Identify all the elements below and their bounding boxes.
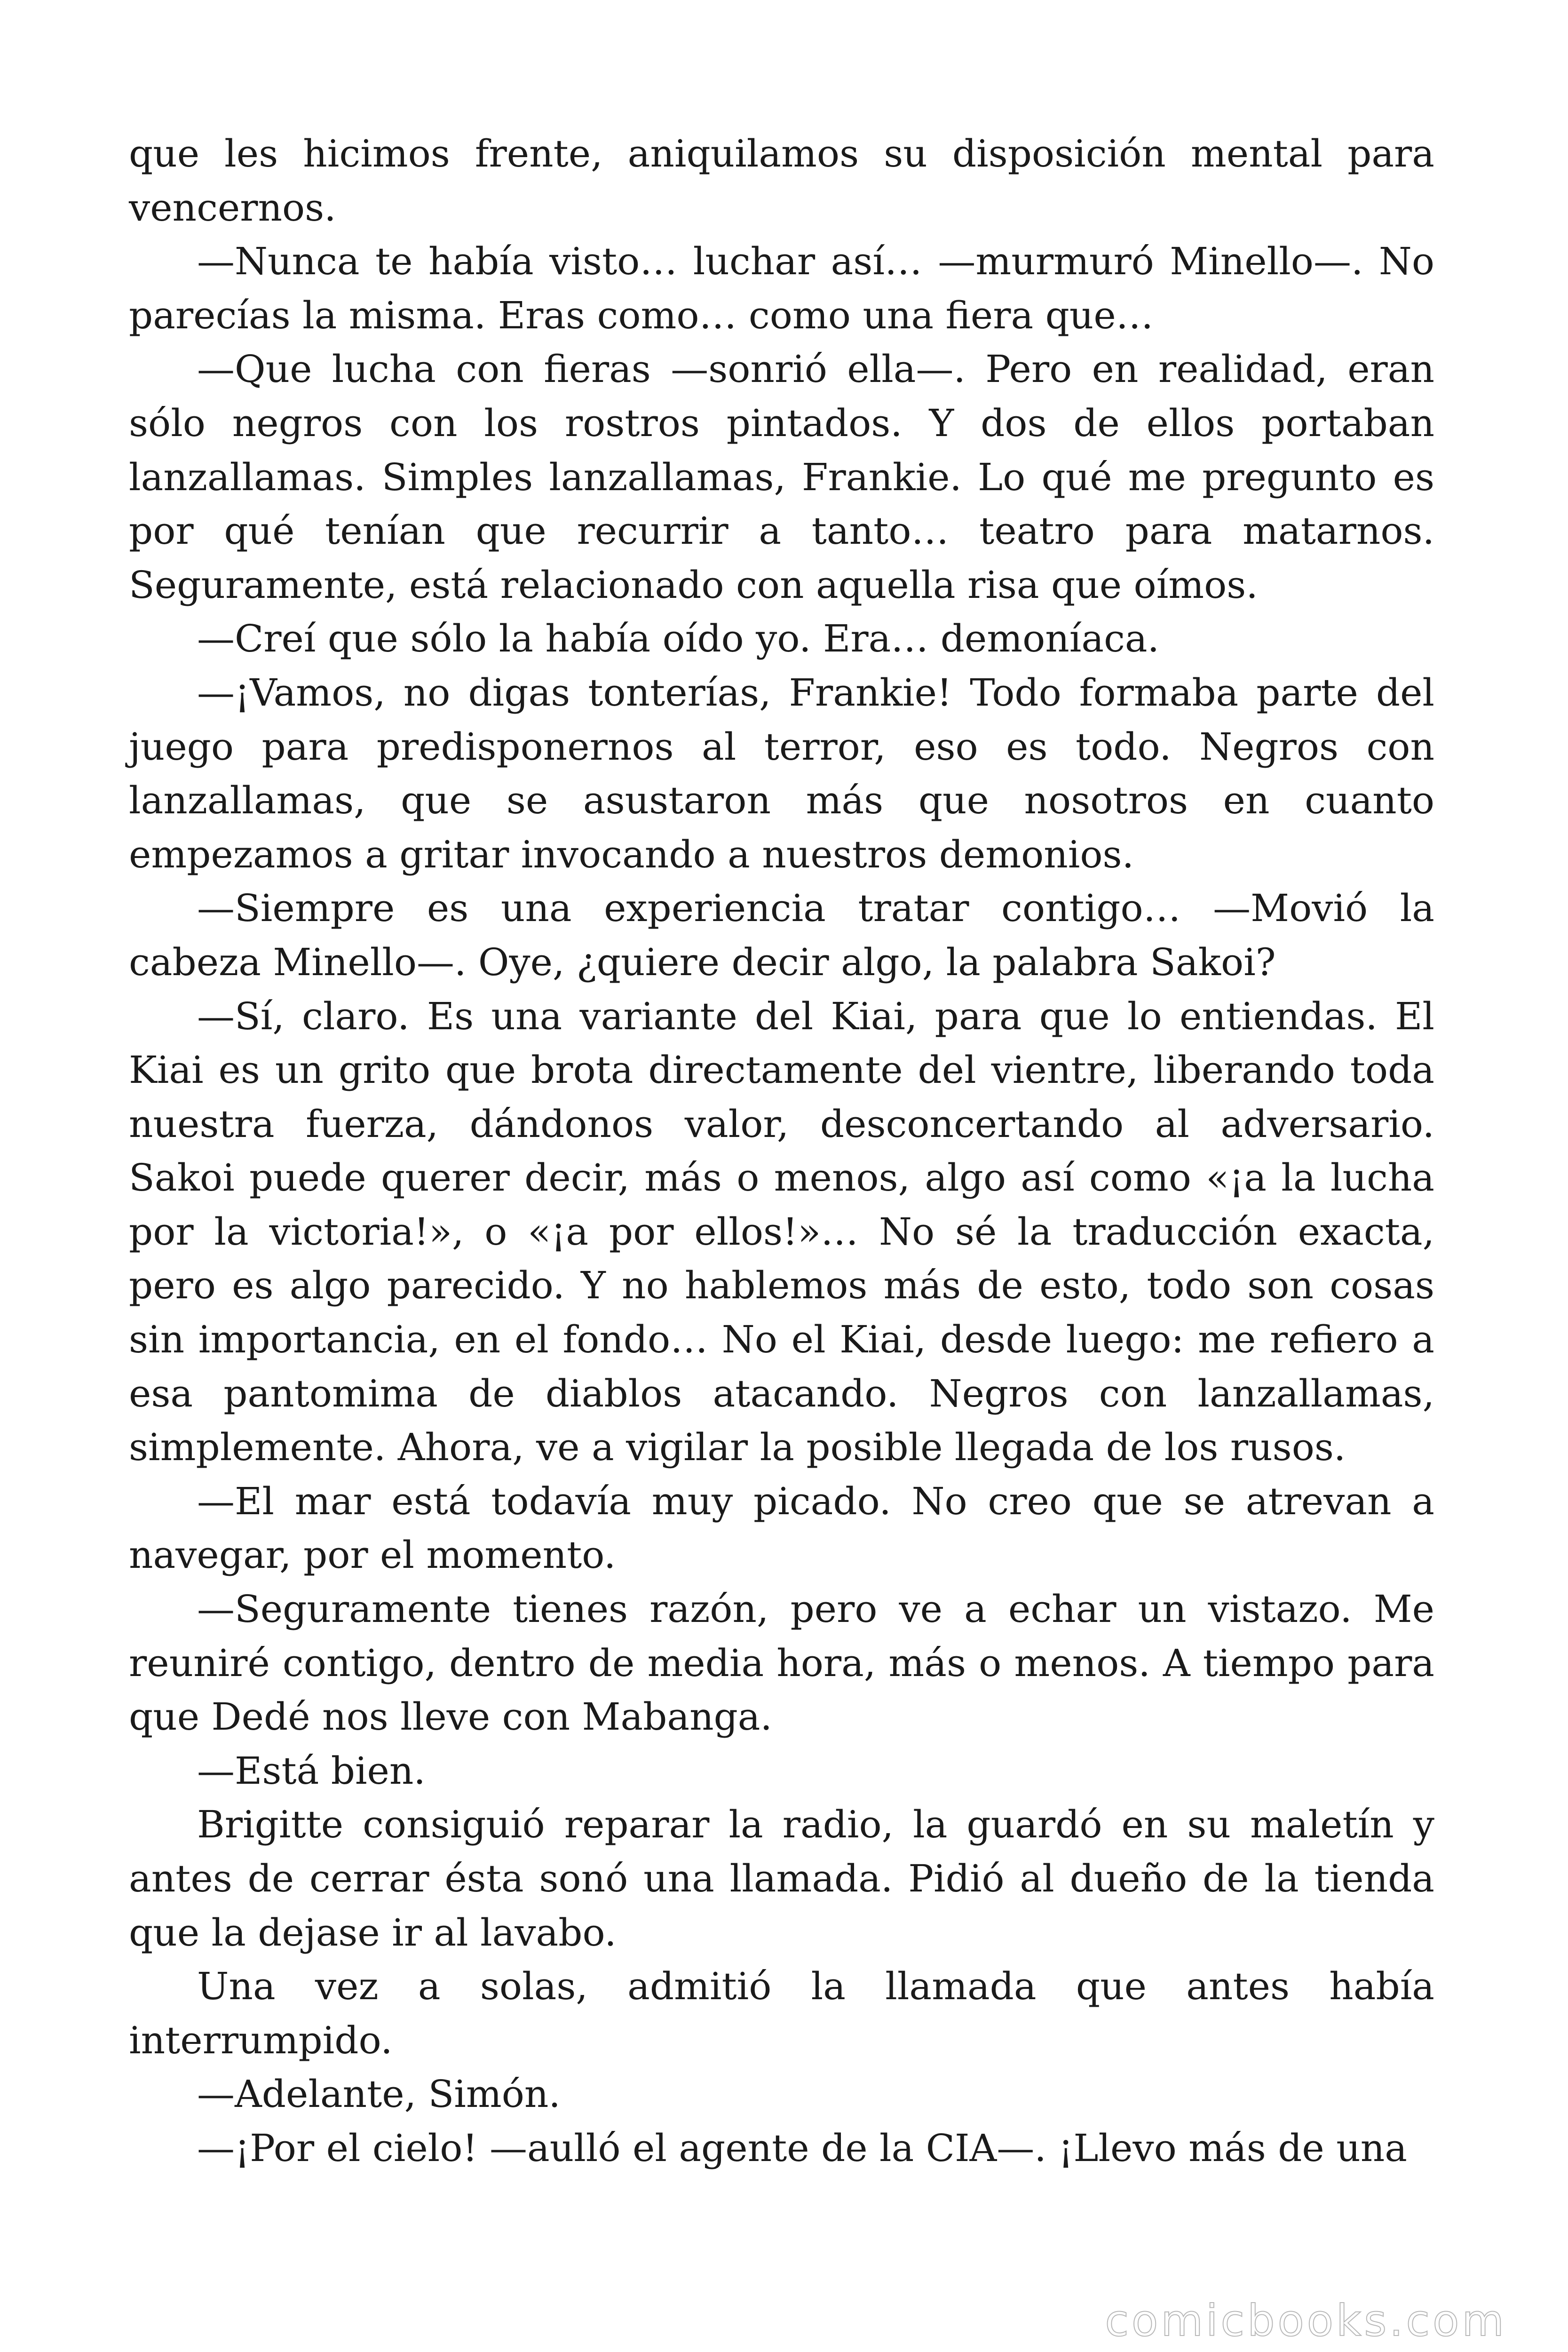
paragraph-14: —¡Por el cielo! —aulló el agente de la CIA—. ¡Llevo más de una: [197, 2126, 1407, 2170]
paragraph-11: Brigitte consiguió reparar la radio, la guardó en su maletín y antes de cerrar ésta sonó una llamada. Pidió al dueño de la tienda que la dejase ir al lavabo.: [129, 1803, 1434, 1955]
paragraph-12: Una vez a solas, admitió la llamada que antes había interrumpido.: [129, 1964, 1434, 2062]
paragraph-3: —Que lucha con fieras —sonrió ella—. Pero en realidad, eran sólo negros con los rostros pintados. Y dos de ellos portaban lanzallamas. Simples lanzallamas, Frankie. Lo qué me pregunto es por qué tenían que recurrir a tanto… teatro para matarnos. Seguramente, está relacionado con aquella risa que oímos.: [129, 347, 1434, 607]
paragraph-7: —Sí, claro. Es una variante del Kiai, para que lo entiendas. El Kiai es un grito que brota directamente del vientre, liberando toda nuestra fuerza, dándonos valor, desconcertando al adversario. Sakoi puede querer decir, más o menos, algo así como «¡a la lucha por la victoria!», o «¡a por ellos!»… No sé la traducción exacta, pero es algo parecido. Y no hablemos más de esto, todo son cosas sin importancia, en el fondo… No el Kiai, desde luego: me refiero a esa pantomima de diablos atacando. Negros con lanzallamas, simplemente. Ahora, ve a vigilar la posible llegada de los rusos.: [129, 994, 1434, 1470]
paragraph-9: —Seguramente tienes razón, pero ve a echar un vistazo. Me reuniré contigo, dentro de media hora, más o menos. A tiempo para que Dedé nos lleve con Mabanga.: [129, 1587, 1434, 1739]
paragraph-13: —Adelante, Simón.: [197, 2072, 561, 2116]
watermark: comicbooks.com: [1105, 2296, 1507, 2346]
paragraph-10: —Está bien.: [197, 1748, 426, 1793]
paragraph-5: —¡Vamos, no digas tonterías, Frankie! Todo formaba parte del juego para predisponernos al terror, eso es todo. Negros con lanzallamas, que se asustaron más que nosotros en cuanto empezamos a gritar invocando a nuestros demonios.: [129, 670, 1434, 876]
paragraph-8: —El mar está todavía muy picado. No creo que se atrevan a navegar, por el momento.: [129, 1479, 1434, 1577]
paragraph-6: —Siempre es una experiencia tratar contigo… —Movió la cabeza Minello—. Oye, ¿quiere decir algo, la palabra Sakoi?: [129, 886, 1434, 984]
paragraph-2: —Nunca te había visto… luchar así… —murmuró Minello—. No parecías la misma. Eras como… como una fiera que…: [129, 239, 1434, 337]
paragraph-1: que les hicimos frente, aniquilamos su disposición mental para vencernos.: [129, 132, 1434, 230]
body-text: [129, 127, 1434, 2176]
paragraph-4: —Creí que sólo la había oído yo. Era… demoníaca.: [197, 617, 1160, 661]
